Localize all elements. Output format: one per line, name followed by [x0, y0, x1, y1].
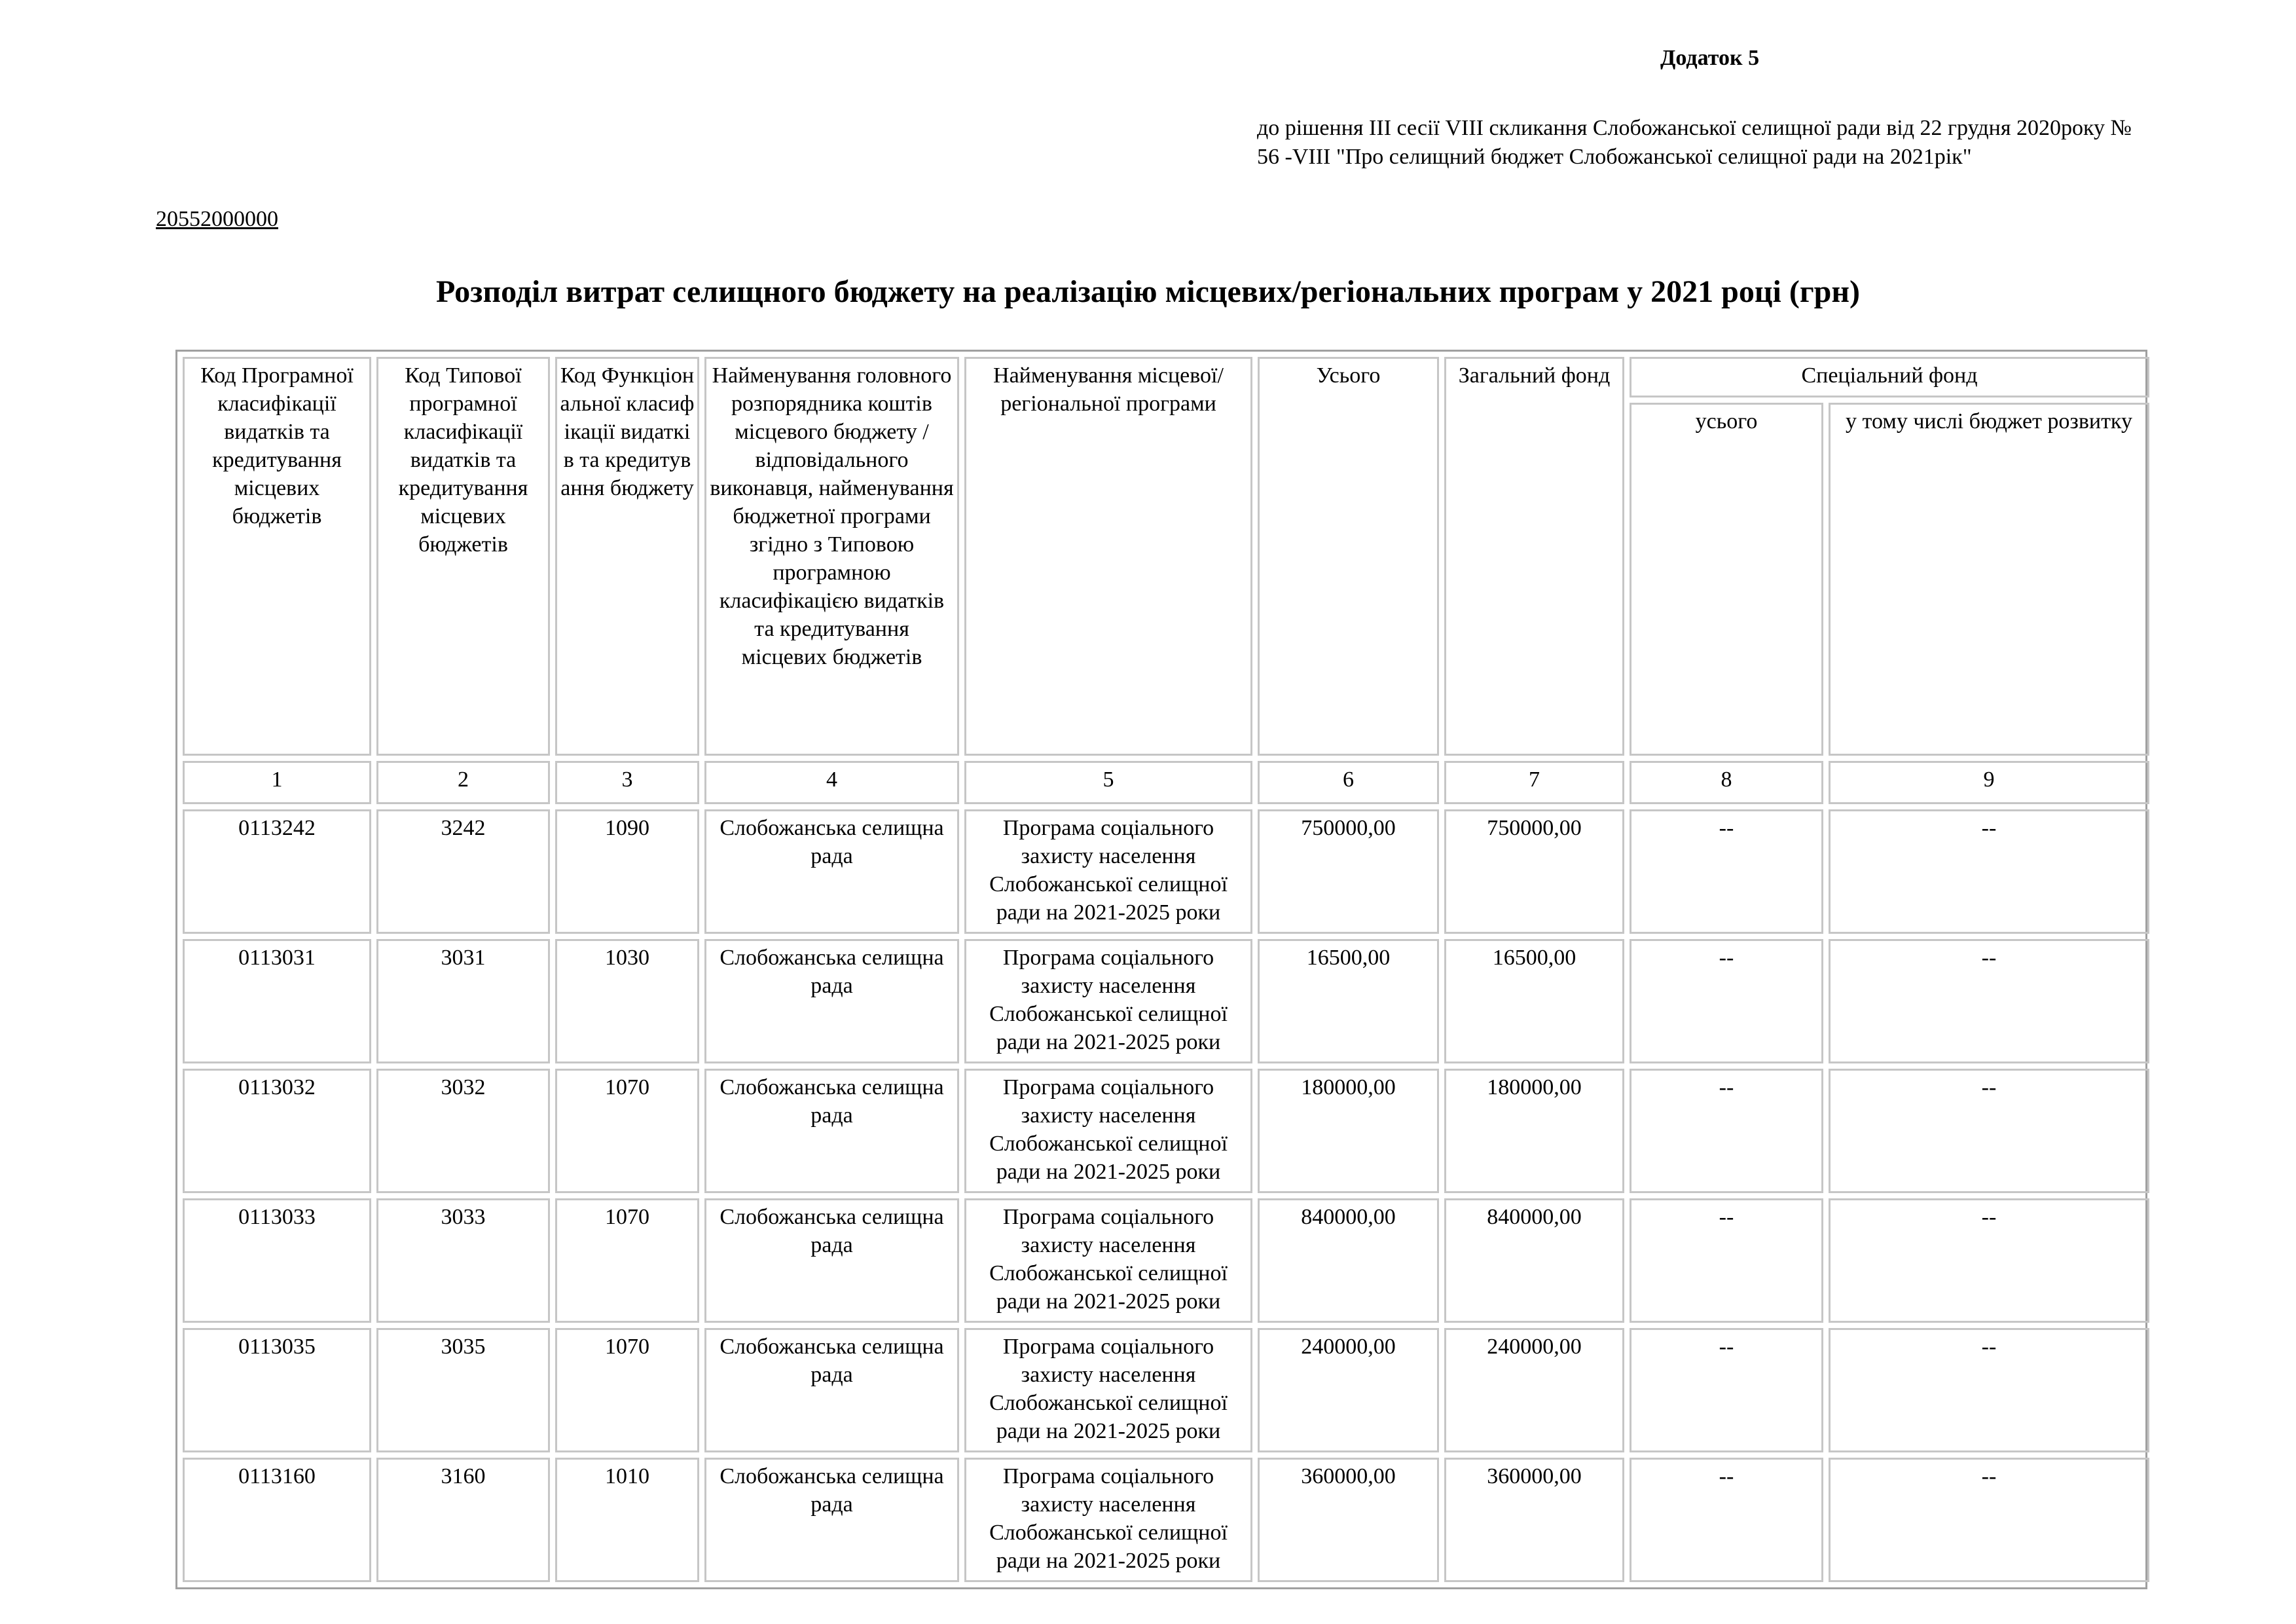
manager-cell: Слобожанська селищна рада [704, 1458, 959, 1582]
functional-code-cell: 1070 [555, 1328, 699, 1452]
header-total: Усього [1258, 357, 1439, 756]
functional-code-cell: 1070 [555, 1069, 699, 1193]
total-cell: 360000,00 [1258, 1458, 1439, 1582]
column-number: 7 [1444, 761, 1624, 804]
manager-cell: Слобожанська селищна рада [704, 1328, 959, 1452]
total-cell: 840000,00 [1258, 1198, 1439, 1323]
functional-code-cell: 1070 [555, 1198, 699, 1323]
development-cell: -- [1829, 1198, 2149, 1323]
special-total-cell: -- [1630, 939, 1823, 1063]
total-cell: 180000,00 [1258, 1069, 1439, 1193]
general-fund-cell: 750000,00 [1444, 809, 1624, 934]
functional-code-cell: 1090 [555, 809, 699, 934]
appendix-label: Додаток 5 [1660, 46, 1760, 70]
programs-table-frame [175, 350, 2147, 1589]
header-special-fund: Спеціальний фонд [1630, 357, 2149, 397]
program-name-cell: Програма соціального захисту населення Слобожанської селищної ради на 2021-2025 роки [964, 939, 1252, 1063]
special-total-cell: -- [1630, 1198, 1823, 1323]
total-cell: 240000,00 [1258, 1328, 1439, 1452]
functional-code-cell: 1030 [555, 939, 699, 1063]
header-program-name: Найменування місцевої/регіональної програми [964, 357, 1252, 756]
general-fund-cell: 840000,00 [1444, 1198, 1624, 1323]
development-cell: -- [1829, 1328, 2149, 1452]
program-code-cell: 0113031 [183, 939, 371, 1063]
decision-reference: до рішення ІІІ сесії VІІІ скликання Слобожанської селищної ради від 22 грудня 2020року № 56 -VІІІ "Про селищний бюджет Слобожанської селищної ради на 2021рік" [1257, 116, 2132, 169]
program-name-cell: Програма соціального захисту населення Слобожанської селищної ради на 2021-2025 роки [964, 1069, 1252, 1193]
header-general-fund: Загальний фонд [1444, 357, 1624, 756]
column-number: 9 [1829, 761, 2149, 804]
program-code-cell: 0113033 [183, 1198, 371, 1323]
header-program-code: Код Програмної класифікації видатків та кредитування місцевих бюджетів [183, 357, 371, 756]
development-cell: -- [1829, 1458, 2149, 1582]
typical-code-cell: 3242 [376, 809, 550, 934]
program-code-cell: 0113032 [183, 1069, 371, 1193]
typical-code-cell: 3033 [376, 1198, 550, 1323]
typical-code-cell: 3031 [376, 939, 550, 1063]
manager-cell: Слобожанська селищна рада [704, 939, 959, 1063]
column-number: 1 [183, 761, 371, 804]
program-name-cell: Програма соціального захисту населення Слобожанської селищної ради на 2021-2025 роки [964, 1198, 1252, 1323]
table-row [183, 939, 2149, 1063]
table-row [183, 1069, 2149, 1193]
general-fund-cell: 180000,00 [1444, 1069, 1624, 1193]
column-number: 5 [964, 761, 1252, 804]
development-cell: -- [1829, 939, 2149, 1063]
general-fund-cell: 360000,00 [1444, 1458, 1624, 1582]
program-code-cell: 0113035 [183, 1328, 371, 1452]
table-row [183, 1328, 2149, 1452]
header-functional-code: Код Функціональної класифікації видатків та кредитування бюджету [555, 357, 699, 756]
special-total-cell: -- [1630, 1458, 1823, 1582]
manager-cell: Слобожанська селищна рада [704, 1198, 959, 1323]
header-typical-code: Код Типової програмної класифікації видатків та кредитування місцевих бюджетів [376, 357, 550, 756]
special-total-cell: -- [1630, 809, 1823, 934]
manager-cell: Слобожанська селищна рада [704, 1069, 959, 1193]
column-number: 8 [1630, 761, 1823, 804]
column-number: 6 [1258, 761, 1439, 804]
table-row [183, 1458, 2149, 1582]
typical-code-cell: 3035 [376, 1328, 550, 1452]
programs-table [177, 352, 2155, 1587]
program-name-cell: Програма соціального захисту населення Слобожанської селищної ради на 2021-2025 роки [964, 1328, 1252, 1452]
general-fund-cell: 16500,00 [1444, 939, 1624, 1063]
development-cell: -- [1829, 1069, 2149, 1193]
total-cell: 750000,00 [1258, 809, 1439, 934]
general-fund-cell: 240000,00 [1444, 1328, 1624, 1452]
typical-code-cell: 3032 [376, 1069, 550, 1193]
program-code-cell: 0113160 [183, 1458, 371, 1582]
program-name-cell: Програма соціального захисту населення Слобожанської селищної ради на 2021-2025 роки [964, 1458, 1252, 1582]
column-number-row [183, 761, 2149, 804]
column-number: 2 [376, 761, 550, 804]
program-name-cell: Програма соціального захисту населення Слобожанської селищної ради на 2021-2025 роки [964, 809, 1252, 934]
table-row [183, 1198, 2149, 1323]
functional-code-cell: 1010 [555, 1458, 699, 1582]
column-number: 4 [704, 761, 959, 804]
document-title: Розподіл витрат селищного бюджету на реалізацію місцевих/регіональних програм у 2021 році (грн) [436, 274, 1860, 309]
program-code-cell: 0113242 [183, 809, 371, 934]
development-cell: -- [1829, 809, 2149, 934]
special-total-cell: -- [1630, 1328, 1823, 1452]
special-total-cell: -- [1630, 1069, 1823, 1193]
typical-code-cell: 3160 [376, 1458, 550, 1582]
header-development-budget: у тому числі бюджет розвитку [1829, 403, 2149, 756]
header-special-total: усього [1630, 403, 1823, 756]
table-row [183, 809, 2149, 934]
header-row [183, 357, 2149, 397]
manager-cell: Слобожанська селищна рада [704, 809, 959, 934]
total-cell: 16500,00 [1258, 939, 1439, 1063]
header-manager-name: Найменування головного розпорядника коштів місцевого бюджету / відповідального виконавця, найменування бюджетної програми згідно з Типовою програмною класифікацією видатків та кредитування місцевих бюджетів [704, 357, 959, 756]
budget-code: 20552000000 [156, 207, 278, 231]
column-number: 3 [555, 761, 699, 804]
